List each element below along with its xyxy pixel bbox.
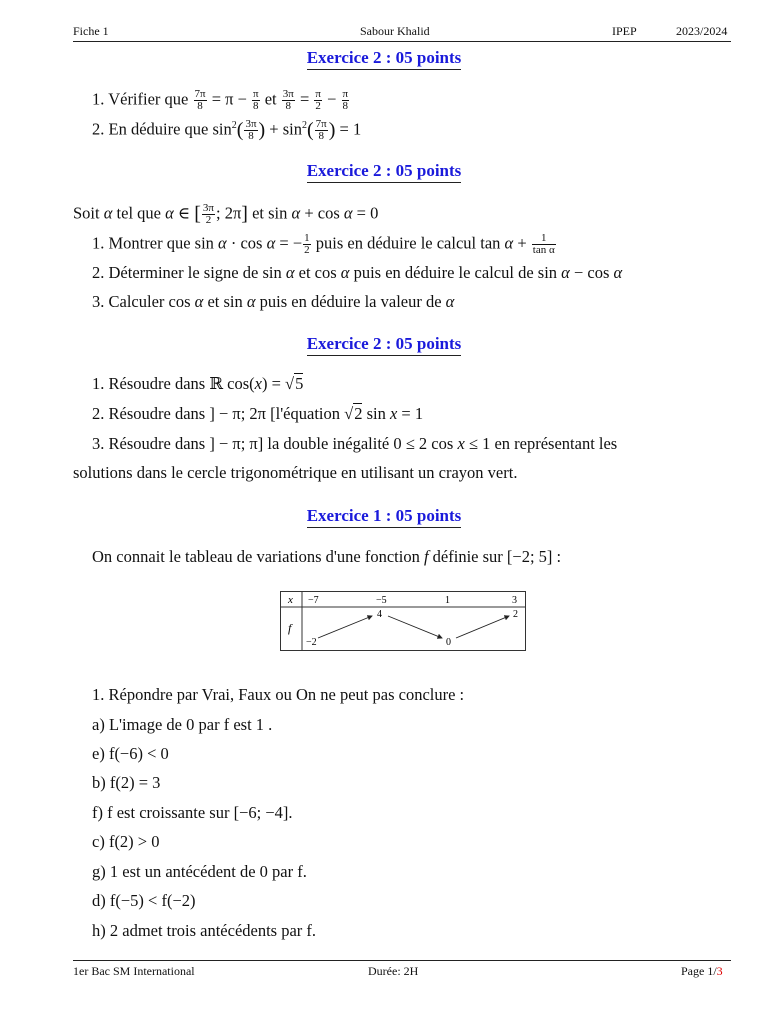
exercise-title-1: Exercice 2 : 05 points bbox=[0, 48, 768, 68]
table-x-value: 3 bbox=[512, 595, 517, 606]
exercise-title-2: Exercice 2 : 05 points bbox=[0, 161, 768, 181]
table-f-value: 2 bbox=[513, 609, 518, 620]
ex4-item-e: e) f(−6) < 0 bbox=[92, 744, 169, 763]
arrow-up-2 bbox=[456, 616, 509, 638]
arrow-up-1 bbox=[318, 616, 372, 638]
ex3-question-3: 3. Résoudre dans ] − π; π] la double inégalité 0 ≤ 2 cos x ≤ 1 en représentant les bbox=[92, 434, 618, 453]
table-f-label: f bbox=[288, 621, 292, 635]
variation-table bbox=[280, 591, 526, 651]
ex2-intro: Soit α tel que α ∈ [ $\frac{3\pi}{2}$ ; 2π] et sin α + cos α = 0 bbox=[73, 202, 379, 226]
ex4-item-d: d) f(−5) < f(−2) bbox=[92, 891, 196, 910]
ex4-question-1: 1. Répondre par Vrai, Faux ou On ne peut pas conclure : bbox=[92, 685, 465, 704]
ex4-item-h: h) 2 admet trois antécédents par f. bbox=[92, 921, 317, 940]
ex4-item-c: c) f(2) > 0 bbox=[92, 832, 160, 851]
table-x-value: −7 bbox=[308, 595, 319, 606]
header-year: 2023/2024 bbox=[676, 24, 728, 38]
ex4-item-b: b) f(2) = 3 bbox=[92, 773, 161, 792]
footer-rule bbox=[73, 960, 731, 961]
table-f-value: 0 bbox=[446, 637, 451, 648]
footer-class: 1er Bac SM International bbox=[73, 964, 195, 978]
ex4-item-a: a) L'image de 0 par f est 1 . bbox=[92, 715, 273, 734]
exercise-title-4: Exercice 1 : 05 points bbox=[0, 506, 768, 526]
table-f-value: −2 bbox=[306, 637, 317, 648]
table-f-value: 4 bbox=[377, 609, 382, 620]
ex4-item-f: f) f est croissante sur [−6; −4]. bbox=[92, 803, 293, 822]
footer-duration: Durée: 2H bbox=[368, 964, 419, 978]
header-author: Sabour Khalid bbox=[360, 24, 430, 38]
header-school: IPEP bbox=[612, 24, 637, 38]
header-left: Fiche 1 bbox=[73, 24, 109, 38]
ex3-question-2: 2. Résoudre dans ] − π; 2π [l'équation √2 sin x = 1 bbox=[92, 404, 424, 423]
ex3-question-3-line2: solutions dans le cercle trigonométrique en utilisant un crayon vert. bbox=[73, 463, 518, 482]
footer-page: Page 1/3 bbox=[681, 964, 723, 978]
arrow-down bbox=[388, 616, 442, 638]
exercise-title-3: Exercice 2 : 05 points bbox=[0, 334, 768, 354]
table-x-value: −5 bbox=[376, 595, 387, 606]
ex2-question-3: 3. Calculer cos α et sin α puis en déduire la valeur de α bbox=[92, 292, 455, 311]
ex4-intro: On connait le tableau de variations d'une fonction f définie sur [−2; 5] : bbox=[92, 547, 562, 566]
table-x-value: 1 bbox=[445, 595, 450, 606]
ex2-question-2: 2. Déterminer le signe de sin α et cos α puis en déduire le calcul de sin α − cos α bbox=[92, 263, 623, 282]
ex4-item-g: g) 1 est un antécédent de 0 par f. bbox=[92, 862, 307, 881]
table-x-label: x bbox=[288, 594, 293, 606]
ex1-question-1: 1. Vérifier que $\frac{7\pi}{8}$ = π − $\frac{\pi}{8}$ et $\frac{3\pi}{8}$ = $\frac{\pi}{2}$ − $\frac{\pi}{8}$ bbox=[92, 88, 349, 112]
ex2-question-1: 1. Montrer que sin α · cos α = − $\frac{1}{2}$ puis en déduire le calcul tan α + $\frac{1}{\text{tan α}}$ bbox=[92, 232, 555, 256]
header-rule bbox=[73, 41, 731, 42]
ex3-question-1: 1. Résoudre dans ℝ cos(x) = √5 bbox=[92, 374, 304, 393]
ex1-question-2: 2. En déduire que $\sin^2$( $\frac{3\pi}{8}$ ) + $\sin^2$( $\frac{7\pi}{8}$ ) = 1 bbox=[92, 118, 362, 142]
